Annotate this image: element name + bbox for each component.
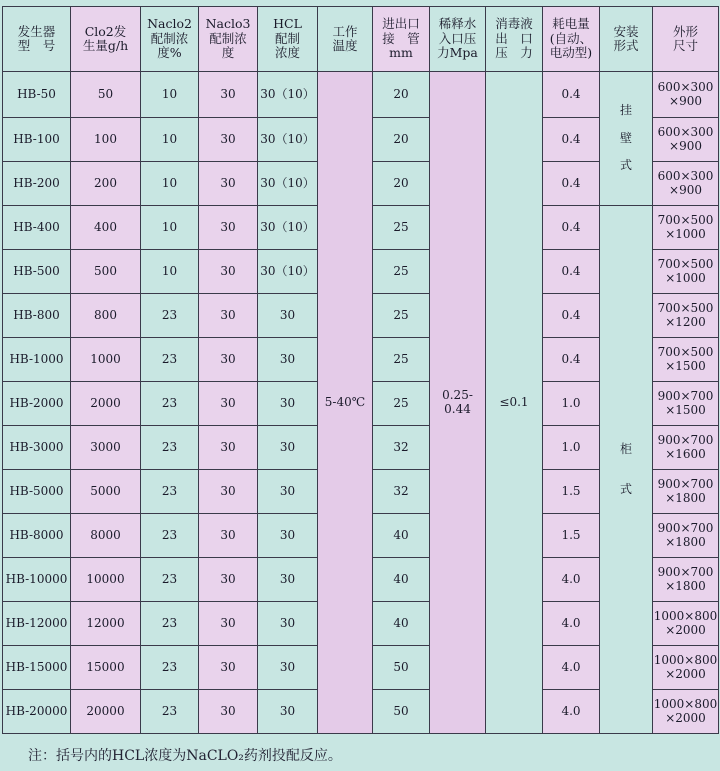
- power-cell: 4.0: [543, 558, 600, 602]
- model-cell: HB-200: [3, 162, 71, 206]
- header-line: 温度: [332, 38, 358, 53]
- header-line: 发生器: [17, 23, 56, 39]
- output-cell: 3000: [71, 426, 141, 470]
- spec-table: [2, 6, 719, 734]
- mount-char: 式: [619, 481, 632, 496]
- naclo2-cell: 23: [141, 602, 199, 646]
- power-cell: 0.4: [543, 250, 600, 294]
- mount-char: 式: [619, 158, 632, 173]
- naclo2-cell: 10: [141, 118, 199, 162]
- power-cell: 4.0: [543, 690, 600, 734]
- naclo3-cell: 30: [199, 294, 258, 338]
- header-cell: [199, 7, 258, 72]
- size-line: ×1000: [665, 226, 706, 241]
- size-line: ×1200: [665, 314, 706, 329]
- naclo2-cell: 10: [141, 206, 199, 250]
- hcl-cell: 30（10）: [258, 206, 318, 250]
- hcl-cell: 30: [258, 470, 318, 514]
- pipe-cell: 32: [373, 426, 430, 470]
- size-cell: [653, 690, 719, 734]
- output-cell: 2000: [71, 382, 141, 426]
- size-line: 900×700: [657, 520, 714, 535]
- model-cell: HB-500: [3, 250, 71, 294]
- header-line: 安装: [613, 23, 639, 39]
- power-cell: 1.5: [543, 470, 600, 514]
- naclo3-cell: 30: [199, 382, 258, 426]
- naclo2-cell: 23: [141, 382, 199, 426]
- dilution-pressure-cell: 0.25-0.44: [430, 72, 486, 734]
- model-cell: HB-3000: [3, 426, 71, 470]
- outlet-pressure-cell: ≤0.1: [486, 72, 543, 734]
- output-cell: 1000: [71, 338, 141, 382]
- header-line: 消毒液: [495, 16, 533, 32]
- power-cell: 0.4: [543, 338, 600, 382]
- output-cell: 8000: [71, 514, 141, 558]
- size-line: 700×500: [657, 344, 714, 359]
- naclo2-cell: 23: [141, 690, 199, 734]
- naclo2-cell: 10: [141, 72, 199, 118]
- output-cell: 100: [71, 118, 141, 162]
- hcl-cell: 30: [258, 690, 318, 734]
- hcl-cell: 30（10）: [258, 118, 318, 162]
- table-row: [3, 72, 719, 118]
- output-cell: 10000: [71, 558, 141, 602]
- header-row: [3, 7, 719, 72]
- size-line: ×2000: [665, 666, 706, 681]
- size-line: ×1500: [665, 358, 706, 373]
- output-cell: 800: [71, 294, 141, 338]
- model-cell: HB-50: [3, 72, 71, 118]
- size-line: ×900: [669, 138, 702, 153]
- power-cell: 0.4: [543, 72, 600, 118]
- naclo2-cell: 23: [141, 338, 199, 382]
- size-line: 1000×800: [653, 608, 718, 623]
- header-cell: [258, 7, 318, 72]
- hcl-cell: 30: [258, 646, 318, 690]
- header-line: HCL: [273, 16, 302, 32]
- size-cell: [653, 72, 719, 118]
- naclo3-cell: 30: [199, 646, 258, 690]
- size-line: ×1000: [665, 270, 706, 285]
- output-cell: 5000: [71, 470, 141, 514]
- pipe-cell: 20: [373, 118, 430, 162]
- size-cell: [653, 118, 719, 162]
- pipe-cell: 25: [373, 294, 430, 338]
- naclo3-cell: 30: [199, 602, 258, 646]
- hcl-cell: 30: [258, 602, 318, 646]
- mount-wall-cell: [600, 72, 653, 206]
- size-cell: [653, 162, 719, 206]
- hcl-cell: 30: [258, 558, 318, 602]
- header-line: 压 力: [495, 45, 533, 61]
- header-line: (自动、: [549, 30, 593, 46]
- header-line: 度: [221, 45, 235, 61]
- power-cell: 4.0: [543, 602, 600, 646]
- naclo3-cell: 30: [199, 558, 258, 602]
- header-line: 接 管: [382, 30, 420, 46]
- naclo2-cell: 23: [141, 514, 199, 558]
- header-line: mm: [389, 45, 413, 61]
- model-cell: HB-1000: [3, 338, 71, 382]
- power-cell: 0.4: [543, 118, 600, 162]
- header-line: 配制浓: [150, 30, 189, 46]
- header-line: 工作: [332, 23, 358, 39]
- hcl-cell: 30（10）: [258, 162, 318, 206]
- hcl-cell: 30: [258, 338, 318, 382]
- header-line: 进出口: [382, 16, 420, 32]
- header-cell: [653, 7, 719, 72]
- size-cell: [653, 338, 719, 382]
- header-cell: [3, 7, 71, 72]
- header-cell: [430, 7, 486, 72]
- header-line: Naclo3: [205, 16, 251, 32]
- pipe-cell: 32: [373, 470, 430, 514]
- size-cell: [653, 558, 719, 602]
- hcl-cell: 30: [258, 514, 318, 558]
- size-line: 700×500: [657, 212, 714, 227]
- hcl-cell: 30: [258, 294, 318, 338]
- header-cell: [318, 7, 373, 72]
- header-line: 尺寸: [672, 38, 698, 53]
- naclo2-cell: 23: [141, 470, 199, 514]
- size-line: 700×500: [657, 256, 714, 271]
- naclo2-cell: 23: [141, 426, 199, 470]
- output-cell: 400: [71, 206, 141, 250]
- size-cell: [653, 470, 719, 514]
- size-line: 600×300: [657, 124, 714, 139]
- power-cell: 0.4: [543, 162, 600, 206]
- power-cell: 1.5: [543, 514, 600, 558]
- header-line: 外形: [672, 23, 698, 39]
- size-line: 900×700: [657, 432, 714, 447]
- temperature-cell: 5-40℃: [318, 72, 373, 734]
- pipe-cell: 40: [373, 602, 430, 646]
- header-line: 稀释水: [438, 16, 477, 32]
- power-cell: 0.4: [543, 206, 600, 250]
- pipe-cell: 40: [373, 514, 430, 558]
- hcl-cell: 30: [258, 382, 318, 426]
- header-line: 配制: [274, 30, 300, 46]
- size-line: 1000×800: [653, 696, 718, 711]
- model-cell: HB-8000: [3, 514, 71, 558]
- header-line: 耗电量: [552, 16, 590, 32]
- pipe-cell: 20: [373, 162, 430, 206]
- header-line: 电动型): [549, 45, 593, 61]
- size-line: ×1800: [665, 490, 706, 505]
- model-cell: HB-15000: [3, 646, 71, 690]
- size-line: ×1600: [665, 446, 706, 461]
- pipe-cell: 25: [373, 338, 430, 382]
- output-cell: 12000: [71, 602, 141, 646]
- pipe-cell: 50: [373, 690, 430, 734]
- naclo3-cell: 30: [199, 162, 258, 206]
- hcl-cell: 30（10）: [258, 250, 318, 294]
- naclo3-cell: 30: [199, 206, 258, 250]
- naclo3-cell: 30: [199, 72, 258, 118]
- size-line: ×1800: [665, 578, 706, 593]
- model-cell: HB-10000: [3, 558, 71, 602]
- pipe-cell: 25: [373, 250, 430, 294]
- size-line: ×1800: [665, 534, 706, 549]
- hcl-cell: 30（10）: [258, 72, 318, 118]
- hcl-cell: 30: [258, 426, 318, 470]
- size-line: 900×700: [657, 388, 714, 403]
- header-line: Clo2发: [84, 23, 127, 39]
- model-cell: HB-20000: [3, 690, 71, 734]
- model-cell: HB-2000: [3, 382, 71, 426]
- header-cell: [486, 7, 543, 72]
- pipe-cell: 20: [373, 72, 430, 118]
- mount-char: 柜: [619, 441, 632, 456]
- header-line: 入口压: [438, 30, 477, 46]
- power-cell: 1.0: [543, 426, 600, 470]
- model-cell: HB-800: [3, 294, 71, 338]
- power-cell: 1.0: [543, 382, 600, 426]
- footnote: 注：括号内的HCL浓度为NaCLO₂药剂投配反应。: [28, 748, 342, 764]
- size-cell: [653, 206, 719, 250]
- header-line: 浓度: [274, 45, 300, 61]
- mount-char: 挂: [619, 102, 632, 117]
- naclo3-cell: 30: [199, 426, 258, 470]
- size-line: 700×500: [657, 300, 714, 315]
- header-line: 型 号: [17, 38, 56, 53]
- output-cell: 200: [71, 162, 141, 206]
- header-cell: [600, 7, 653, 72]
- header-cell: [373, 7, 430, 72]
- pipe-cell: 50: [373, 646, 430, 690]
- pipe-cell: 25: [373, 382, 430, 426]
- size-cell: [653, 514, 719, 558]
- model-cell: HB-5000: [3, 470, 71, 514]
- size-line: ×900: [669, 182, 702, 197]
- size-cell: [653, 602, 719, 646]
- header-line: Naclo2: [147, 16, 192, 32]
- size-cell: [653, 294, 719, 338]
- output-cell: 20000: [71, 690, 141, 734]
- power-cell: 0.4: [543, 294, 600, 338]
- header-line: 形式: [613, 38, 639, 53]
- size-line: ×900: [669, 93, 702, 108]
- naclo2-cell: 10: [141, 162, 199, 206]
- size-line: 1000×800: [653, 652, 718, 667]
- pipe-cell: 25: [373, 206, 430, 250]
- size-cell: [653, 250, 719, 294]
- model-cell: HB-12000: [3, 602, 71, 646]
- mount-cabinet-cell: [600, 206, 653, 734]
- size-line: 900×700: [657, 564, 714, 579]
- size-line: 600×300: [657, 168, 714, 183]
- model-cell: HB-400: [3, 206, 71, 250]
- naclo3-cell: 30: [199, 250, 258, 294]
- naclo3-cell: 30: [199, 118, 258, 162]
- size-line: ×1500: [665, 402, 706, 417]
- model-cell: HB-100: [3, 118, 71, 162]
- header-cell: [543, 7, 600, 72]
- naclo2-cell: 23: [141, 646, 199, 690]
- power-cell: 4.0: [543, 646, 600, 690]
- naclo2-cell: 10: [141, 250, 199, 294]
- header-line: 度%: [157, 45, 182, 61]
- size-cell: [653, 382, 719, 426]
- size-line: 600×300: [657, 79, 714, 94]
- header-cell: [71, 7, 141, 72]
- size-cell: [653, 646, 719, 690]
- output-cell: 500: [71, 250, 141, 294]
- pipe-cell: 40: [373, 558, 430, 602]
- naclo3-cell: 30: [199, 514, 258, 558]
- mount-char: 壁: [619, 130, 632, 145]
- header-line: 力Mpa: [437, 45, 478, 61]
- size-line: ×2000: [665, 710, 706, 725]
- header-cell: [141, 7, 199, 72]
- output-cell: 15000: [71, 646, 141, 690]
- naclo3-cell: 30: [199, 338, 258, 382]
- naclo3-cell: 30: [199, 690, 258, 734]
- table-body: [3, 72, 719, 734]
- naclo2-cell: 23: [141, 558, 199, 602]
- header-line: 生量g/h: [82, 38, 129, 53]
- output-cell: 50: [71, 72, 141, 118]
- size-line: ×2000: [665, 622, 706, 637]
- size-cell: [653, 426, 719, 470]
- header-line: 配制浓: [209, 30, 247, 46]
- naclo3-cell: 30: [199, 470, 258, 514]
- size-line: 900×700: [657, 476, 714, 491]
- naclo2-cell: 23: [141, 294, 199, 338]
- header-line: 出 口: [495, 30, 533, 46]
